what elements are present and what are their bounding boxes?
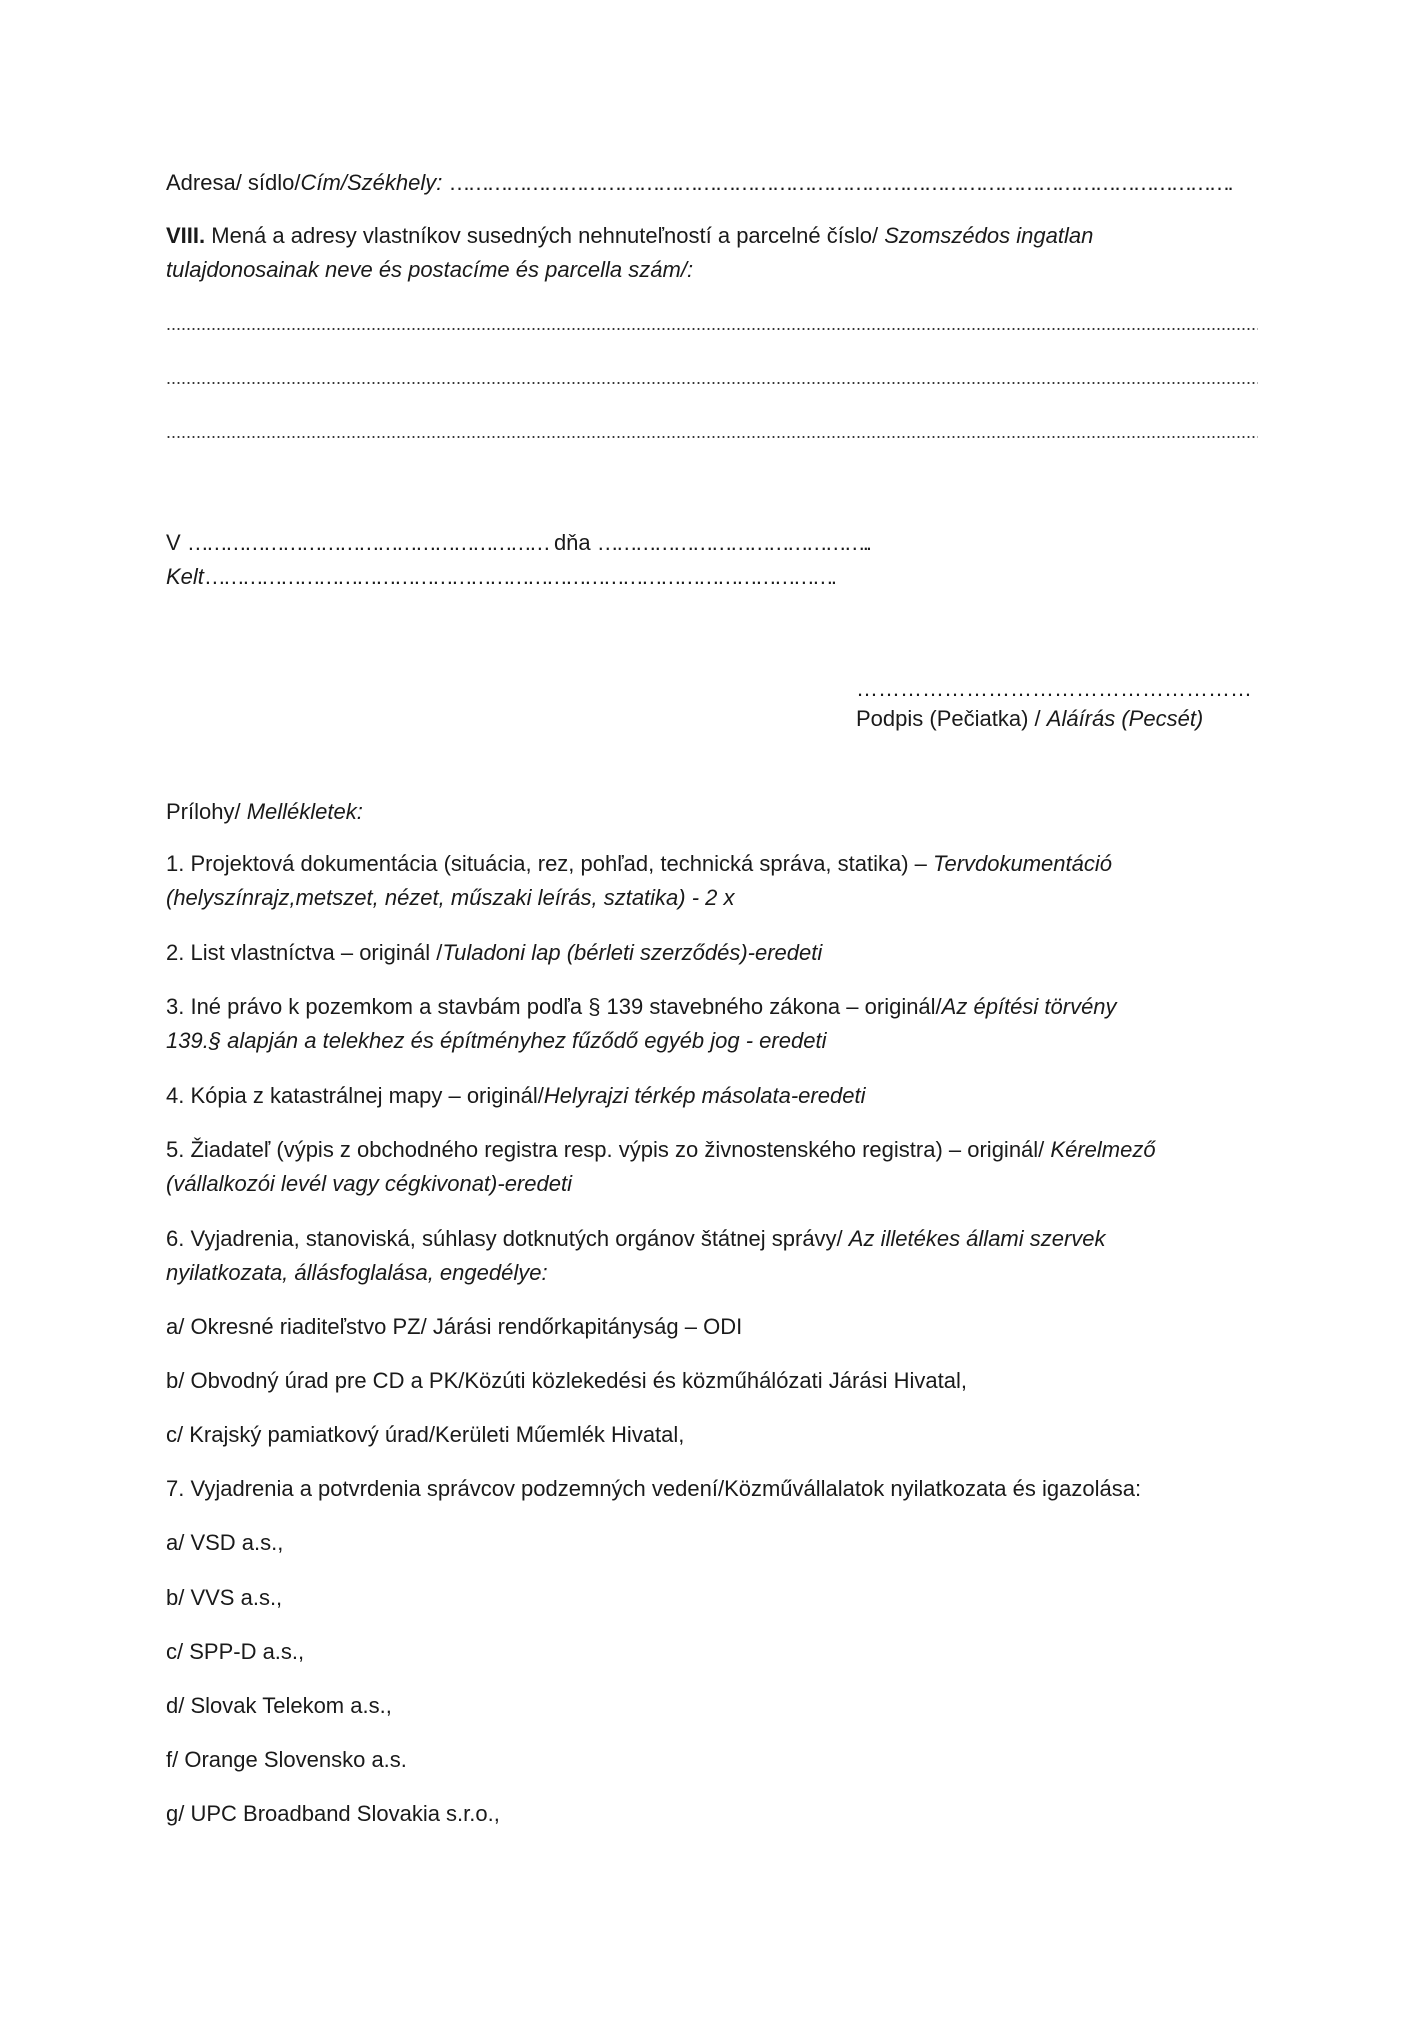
address-label-hu: Cím/Székhely: [300, 170, 443, 195]
dotted-fill-line-2 [166, 380, 1258, 386]
attachment-item-4-sk: 4. Kópia z katastrálnej mapy – originál/ [166, 1083, 544, 1108]
attachment-item-4 [166, 1079, 865, 1113]
signature-label-hu: Aláírás (Pecsét) [1046, 706, 1204, 731]
attachment-item-1-cont: (helyszínrajz,metszet, nézet, műszaki leírás, sztatika) - 2 x [166, 885, 735, 910]
attachment-item-3-hu: Az építési törvény [941, 994, 1117, 1019]
attachment-item-1-sk: 1. Projektová dokumentácia (situácia, rez, pohľad, technická správa, statika) – [166, 851, 927, 876]
attachment-item-6c: c/ Krajský pamiatkový úrad/Kerületi Műemlék Hivatal, [166, 1422, 685, 1447]
attachment-item-7f: f/ Orange Slovensko a.s. [166, 1747, 407, 1772]
dotted-fill-line-1 [166, 326, 1258, 332]
attachments-heading-hu: Mellékletek: [246, 799, 363, 824]
attachment-item-1 [166, 847, 1112, 881]
attachment-item-2-hu: Tuladoni lap (bérleti szerződés)-eredeti [442, 940, 823, 965]
signature-label-sk: Podpis (Pečiatka) / [856, 706, 1041, 731]
section-viii-line1 [166, 219, 1093, 253]
attachment-item-7g: g/ UPC Broadband Slovakia s.r.o., [166, 1801, 500, 1826]
kelt-fill: ………………………………………………………………………………………. [203, 564, 835, 589]
address-label: Adresa/ sídlo/ [166, 170, 301, 195]
attachment-item-4-hu: Helyrajzi térkép másolata-eredeti [543, 1083, 866, 1108]
section-viii-text: Mená a adresy vlastníkov susedných nehnuteľností a parcelné číslo/ [211, 223, 879, 248]
attachment-item-3-sk: 3. Iné právo k pozemkom a stavbám podľa § 139 stavebného zákona – originál/ [166, 994, 942, 1019]
place-date-line [166, 526, 869, 560]
attachment-item-3 [166, 990, 1117, 1024]
attachment-item-5 [166, 1133, 1156, 1167]
attachment-item-6-hu: Az illetékes állami szervek [848, 1226, 1106, 1251]
attachment-item-7b: b/ VVS a.s., [166, 1585, 283, 1610]
attachment-item-7c: c/ SPP-D a.s., [166, 1639, 305, 1664]
attachment-item-6a: a/ Okresné riaditeľstvo PZ/ Járási rendőrkapitányság – ODI [166, 1314, 743, 1339]
address-line [166, 166, 1231, 200]
attachments-heading-sk: Prílohy/ [166, 799, 241, 824]
attachment-item-7d: d/ Slovak Telekom a.s., [166, 1693, 392, 1718]
attachment-item-5-hu: Kérelmező [1050, 1137, 1156, 1162]
section-viii-number: VIII. [166, 223, 206, 248]
attachment-item-6 [166, 1222, 1106, 1256]
signature-line: ……………………………………………… [856, 676, 1252, 701]
date-label: dňa [553, 530, 591, 555]
address-fill: ……………………………………………………………………………………………………………. [448, 170, 1231, 195]
dotted-fill-line-3 [166, 434, 1258, 440]
section-viii-line2: tulajdonosainak neve és postacíme és parcella szám/: [166, 257, 694, 282]
attachment-item-3-cont: 139.§ alapján a telekhez és építményhez fűződő egyéb jog - eredeti [166, 1028, 827, 1053]
attachment-item-1-hu: Tervdokumentáció [933, 851, 1113, 876]
attachment-item-5-sk: 5. Žiadateľ (výpis z obchodného registra resp. výpis zo živnostenského registra) – originál/ [166, 1137, 1045, 1162]
signature-label [856, 702, 1203, 736]
attachment-item-6-sk: 6. Vyjadrenia, stanoviská, súhlasy dotknutých orgánov štátnej správy/ [166, 1226, 843, 1251]
kelt-label: Kelt [166, 564, 204, 589]
section-viii-text-hu: Szomszédos ingatlan [884, 223, 1094, 248]
attachment-item-2 [166, 936, 822, 970]
place-label: V [166, 530, 181, 555]
attachment-item-2-sk: 2. List vlastníctva – originál / [166, 940, 443, 965]
attachment-item-7a: a/ VSD a.s., [166, 1530, 284, 1555]
attachment-item-5-cont: (vállalkozói levél vagy cégkivonat)-eredeti [166, 1171, 572, 1196]
attachment-item-6b: b/ Obvodný úrad pre CD a PK/Közúti közlekedési és közműhálózati Járási Hivatal, [166, 1368, 967, 1393]
attachment-item-6-cont: nyilatkozata, állásfoglalása, engedélye: [166, 1260, 548, 1285]
place-fill: ………………………………………………… [186, 530, 548, 555]
kelt-line [166, 560, 834, 594]
attachments-heading [166, 795, 363, 829]
attachment-item-7: 7. Vyjadrenia a potvrdenia správcov podzemných vedení/Közművállalatok nyilatkozata és igazolása: [166, 1476, 1142, 1501]
date-fill: …………………………………….. [596, 530, 870, 555]
